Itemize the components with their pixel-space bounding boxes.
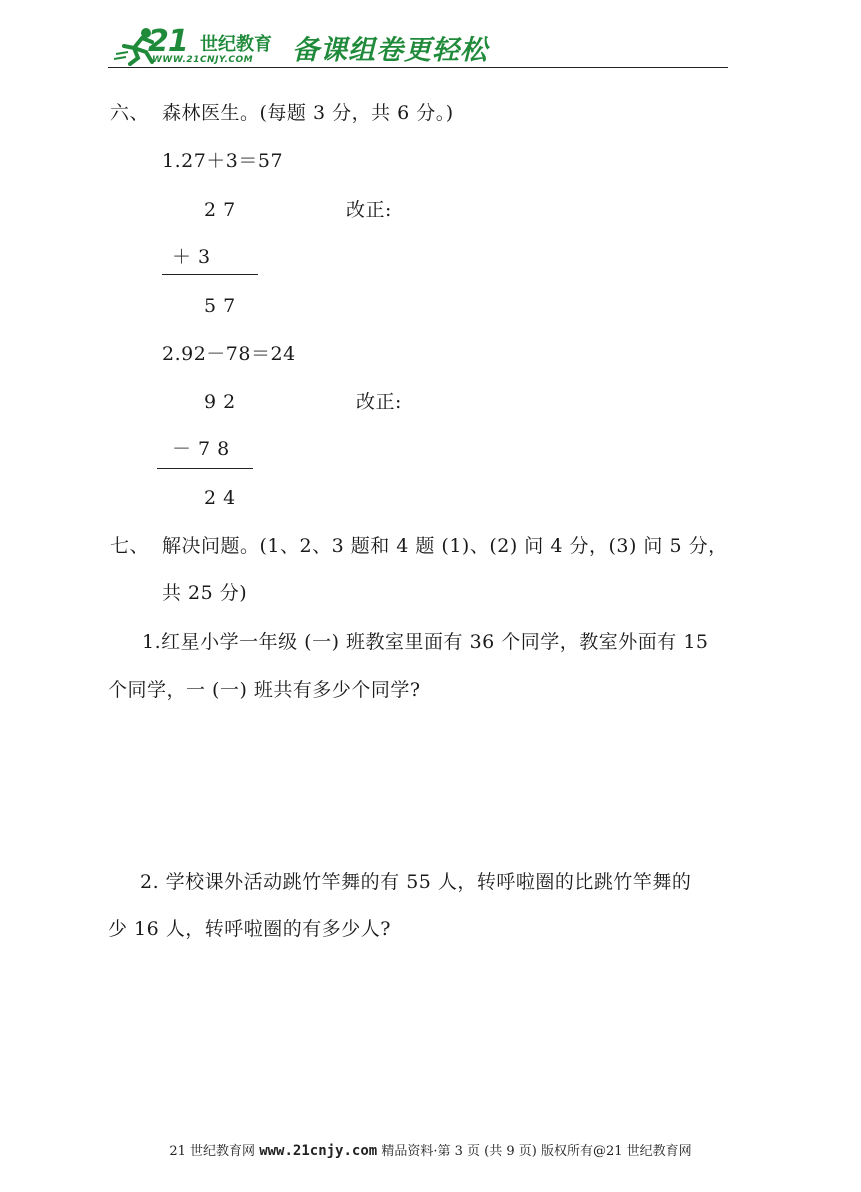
footer-page-info: 精品资料·第 3 页 (共 9 页) 版权所有@21 世纪教育网 — [381, 1144, 692, 1159]
section6-title: 森林医生。(每题 3 分，共 6 分。) — [162, 102, 454, 124]
q1-equation: 1.27＋3＝57 — [162, 150, 284, 172]
problem2-line2: 少 16 人，转呼啦圈的有多少人? — [108, 918, 391, 940]
q2-vertical-result: 2 4 — [204, 487, 236, 509]
q1-fix-label: 改正: — [346, 199, 392, 221]
q2-vertical-operand: － 7 8 — [172, 438, 230, 460]
logo-number: 21 — [148, 24, 188, 59]
footer-site-name: 21 世纪教育网 — [169, 1144, 256, 1159]
q1-sum-line — [162, 274, 258, 275]
header-slogan: 备课组卷更轻松 — [292, 35, 488, 66]
problem1-line2: 个同学，一 (一) 班共有多少个同学? — [108, 679, 421, 701]
q2-equation: 2.92－78＝24 — [162, 343, 296, 365]
q2-fix-label: 改正: — [356, 391, 402, 413]
q1-vertical-top: 2 7 — [204, 199, 236, 221]
problem1-line1: 1.红星小学一年级 (一) 班教室里面有 36 个同学，教室外面有 15 — [142, 631, 709, 653]
logo-url: WWW.21CNJY.COM — [152, 55, 254, 65]
section7-number: 七、 — [110, 535, 150, 557]
site-header — [108, 22, 728, 70]
problem2-line1: 2. 学校课外活动跳竹竿舞的有 55 人，转呼啦圈的比跳竹竿舞的 — [140, 871, 692, 893]
section7-title-line1: 解决问题。(1、2、3 题和 4 题 (1)、(2) 问 4 分，(3) 问 5 分， — [162, 535, 728, 557]
page-footer — [0, 1140, 861, 1159]
section6-number: 六、 — [110, 102, 150, 124]
header-divider — [108, 67, 728, 68]
section7-title-line2: 共 25 分) — [162, 582, 248, 604]
q2-vertical-top: 9 2 — [204, 391, 236, 413]
logo-name: 世纪教育 — [200, 34, 272, 55]
q1-vertical-operand: ＋ 3 — [172, 246, 211, 268]
q1-vertical-result: 5 7 — [204, 295, 236, 317]
q2-difference-line — [157, 468, 253, 469]
footer-url: www.21cnjy.com — [259, 1143, 378, 1159]
